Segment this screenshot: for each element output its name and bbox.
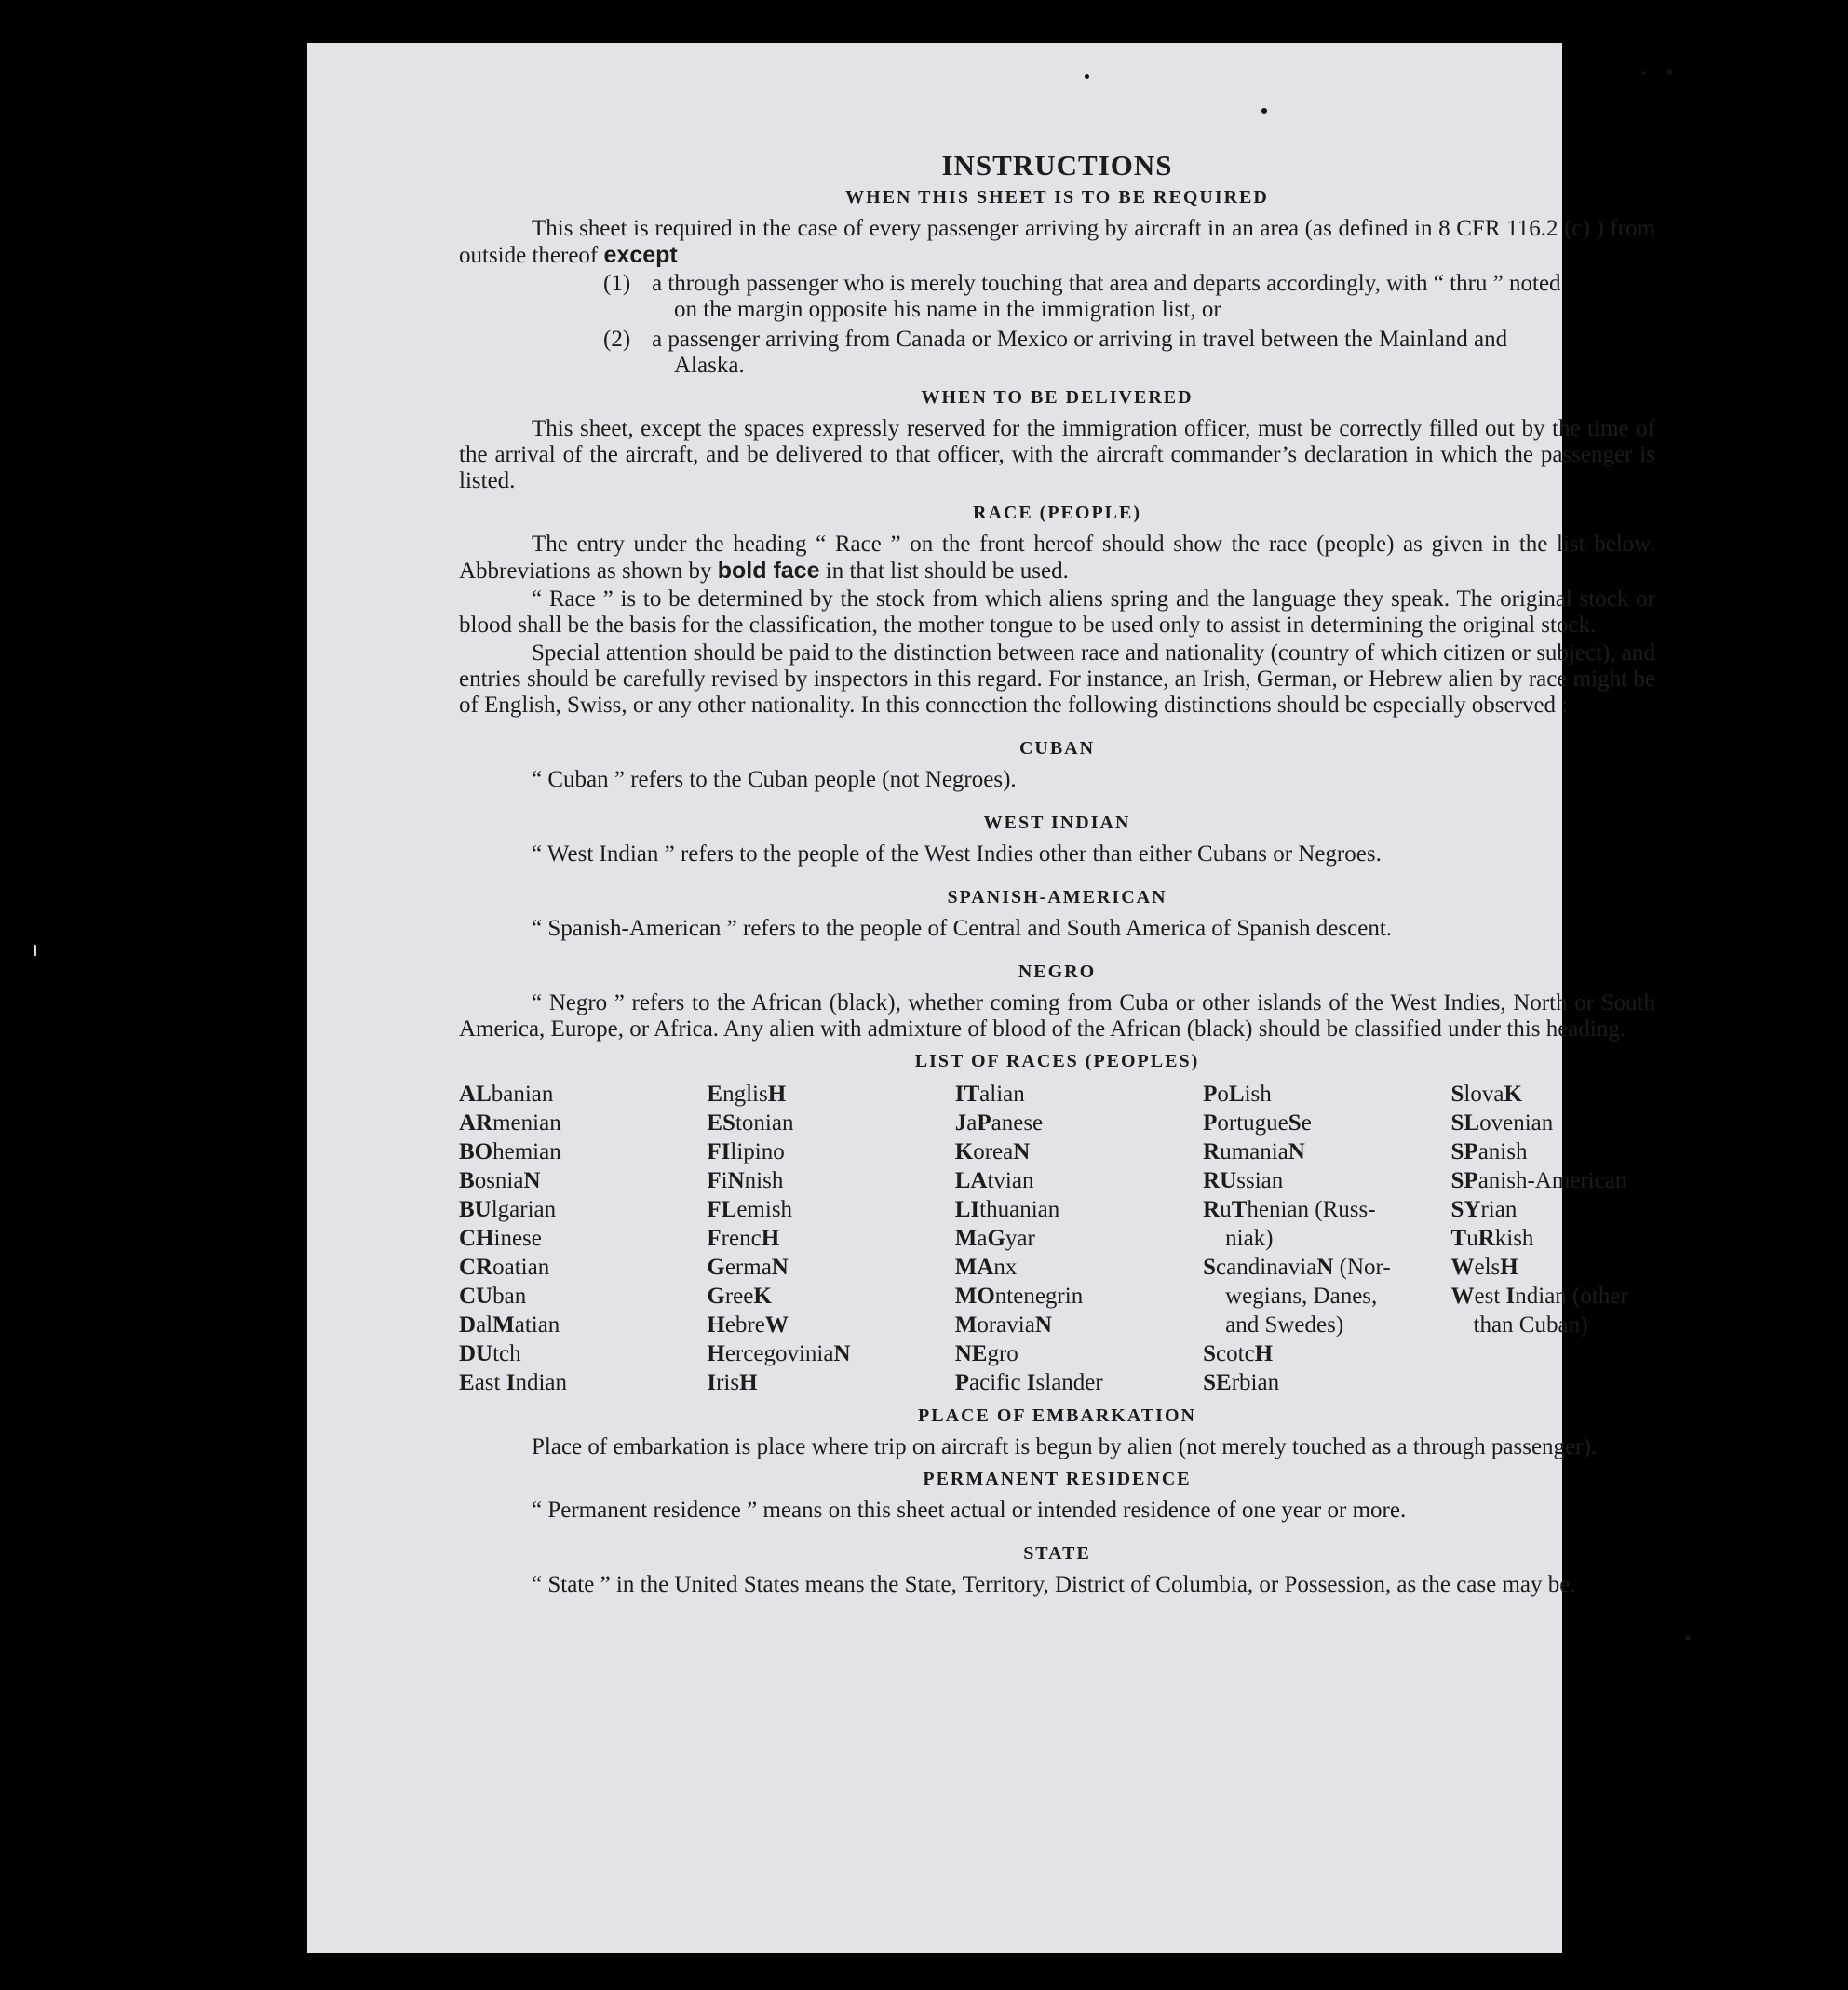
spanish-american-text: “ Spanish-American ” refers to the people of Central and South America of Spanish descent. — [532, 916, 1393, 941]
exception-item-1: (1) a through passenger who is merely touching that area and departs accordingly, with “ thru ” noted on the margin opposite his name in the immigration list, or — [603, 271, 1561, 322]
scan-speck — [1685, 1635, 1691, 1641]
race-entry: WelsH — [1450, 1255, 1518, 1280]
heading-when-delivered: WHEN TO BE DELIVERED — [921, 387, 1194, 408]
west-indian-text: “ West Indian ” refers to the people of the West Indies other than either Cubans or Negroes. — [532, 841, 1382, 867]
races-column — [707, 1080, 954, 1397]
race-entry: CRoatian — [459, 1255, 550, 1280]
heading-state: STATE — [1023, 1543, 1091, 1564]
race-entry: and Swedes) — [1225, 1312, 1344, 1338]
races-column — [1451, 1080, 1655, 1397]
race-entry: PortugueSe — [1203, 1110, 1312, 1136]
races-column — [459, 1080, 707, 1397]
race-entry: KoreaN — [954, 1139, 1031, 1164]
embarkation-text: Place of embarkation is place where trip on aircraft is begun by alien (not merely touched as a through passenger). — [532, 1434, 1598, 1459]
race-entry: than Cuban) — [1473, 1312, 1588, 1338]
heading-list-of-races: LIST OF RACES (PEOPLES) — [914, 1051, 1200, 1071]
race-entry: DUtch — [459, 1341, 521, 1366]
race-entry: BUlgarian — [459, 1197, 557, 1222]
race-entry: FiNnish — [707, 1168, 784, 1193]
race-entry: HercegoviniaN — [707, 1341, 851, 1366]
instructions-body — [459, 149, 1655, 1600]
scan-speck — [1641, 71, 1646, 75]
scan-speck — [1261, 108, 1267, 114]
heading-negro: NEGRO — [1018, 961, 1097, 982]
race-paragraph-1: The entry under the heading “ Race ” on the front hereof should show the race (people) as given in the list below. Abbreviations as shown by bold face in that list should be used. — [459, 531, 1655, 584]
scan-speck — [34, 945, 36, 956]
race-entry: ScotcH — [1203, 1341, 1274, 1366]
scan-speck — [1666, 69, 1673, 75]
race-entry: NEgro — [954, 1341, 1018, 1366]
race-entry: SPanish-American — [1450, 1168, 1627, 1193]
race-entry: SPanish — [1450, 1139, 1528, 1164]
race-entry: niak) — [1225, 1226, 1274, 1251]
bold-face-label: bold face — [717, 558, 820, 584]
document-page — [307, 43, 1655, 1953]
race-paragraph-2: “ Race ” is to be determined by the stock from which aliens spring and the language they speak. The original stock or blood shall be the basis for the classification, the mother tongue to be used only to assist in determining the original stock. — [459, 586, 1655, 638]
race-entry: EStonian — [707, 1110, 794, 1136]
race-entry: MoraviaN — [954, 1312, 1052, 1338]
race-entry: CUban — [459, 1284, 527, 1309]
race-paragraph-3: Special attention should be paid to the distinction between race and nationality (country of which citizen or subject), and entries should be carefully revised by inspectors in this regard. For instance, an Irish, German, or Hebrew alien by race might be of English, Swiss, or any other nationality. In this connection the following distinctions should be especially observed : — [459, 640, 1655, 718]
race-entry: West Indian (other — [1450, 1284, 1628, 1309]
race-entry: MaGyar — [954, 1226, 1035, 1251]
race-entry: MOntenegrin — [954, 1284, 1084, 1309]
races-column — [955, 1080, 1203, 1397]
heading-west-indian: WEST INDIAN — [983, 813, 1131, 833]
race-entry: MAnx — [954, 1255, 1018, 1280]
race-entry: IrisH — [707, 1370, 758, 1395]
race-entry: JaPanese — [954, 1110, 1044, 1136]
race-entry: RuThenian (Russ- — [1203, 1197, 1376, 1222]
race-entry: LAtvian — [954, 1168, 1034, 1193]
cuban-text: “ Cuban ” refers to the Cuban people (not Negroes). — [532, 767, 1017, 792]
heading-spanish-american: SPANISH-AMERICAN — [947, 887, 1167, 908]
race-entry: GermaN — [707, 1255, 789, 1280]
when-required-intro: This sheet is required in the case of every passenger arriving by aircraft in an area (as defined in 8 CFR 116.2 (c) ) from outside thereof except — [459, 216, 1655, 268]
exception-number: (2) — [603, 327, 631, 352]
page-title: INSTRUCTIONS — [941, 149, 1173, 182]
race-entry: HebreW — [707, 1312, 789, 1338]
race-entry: CHinese — [459, 1226, 542, 1251]
race-entry: ITalian — [954, 1082, 1025, 1107]
heading-race: RACE (PEOPLE) — [973, 503, 1141, 523]
heading-embarkation: PLACE OF EMBARKATION — [918, 1405, 1196, 1426]
race-entry: FrencH — [707, 1226, 780, 1251]
race-entry: FIlipino — [707, 1139, 785, 1164]
races-table — [459, 1080, 1655, 1397]
race-entry: PoLish — [1203, 1082, 1272, 1107]
permanent-residence-text: “ Permanent residence ” means on this sheet actual or intended residence of one year or more. — [532, 1498, 1407, 1523]
race-entry: SLovenian — [1450, 1110, 1554, 1136]
heading-when-required: WHEN THIS SHEET IS TO BE REQUIRED — [845, 187, 1269, 208]
race-entry: RumaniaN — [1203, 1139, 1305, 1164]
race-entry: BOhemian — [459, 1139, 561, 1164]
races-column — [1203, 1080, 1450, 1397]
race-entry: DalMatian — [459, 1312, 560, 1338]
race-entry: SYrian — [1450, 1197, 1518, 1222]
race-entry: TuRkish — [1450, 1226, 1534, 1251]
heading-permanent-residence: PERMANENT RESIDENCE — [923, 1469, 1192, 1489]
race-entry: FLemish — [707, 1197, 793, 1222]
race-entry: wegians, Danes, — [1225, 1284, 1378, 1309]
race-entry: ALbanian — [459, 1082, 554, 1107]
state-text: “ State ” in the United States means the State, Territory, District of Columbia, or Possession, as the case may be. — [532, 1572, 1576, 1597]
except-emphasis: except — [603, 242, 678, 268]
exception-number: (1) — [603, 271, 631, 296]
race-entry: EnglisH — [707, 1082, 787, 1107]
scan-speck — [1085, 74, 1089, 79]
race-entry: Pacific Islander — [954, 1370, 1103, 1395]
race-entry: SlovaK — [1450, 1082, 1522, 1107]
race-entry: BosniaN — [459, 1168, 541, 1193]
race-entry: ARmenian — [459, 1110, 561, 1136]
race-entry: GreeK — [707, 1284, 772, 1309]
heading-cuban: CUBAN — [1018, 738, 1096, 759]
race-entry: RUssian — [1203, 1168, 1284, 1193]
exception-item-2: (2) a passenger arriving from Canada or Mexico or arriving in travel between the Mainland and Alaska. — [603, 327, 1508, 378]
race-entry: SErbian — [1203, 1370, 1280, 1395]
race-entry: ScandinaviaN (Nor- — [1203, 1255, 1391, 1280]
when-delivered-text: This sheet, except the spaces expressly reserved for the immigration officer, must be correctly filled out by the time of the arrival of the aircraft, and be delivered to that officer, with the aircraft commander’s declaration in which the passenger is listed. — [459, 416, 1655, 493]
negro-text: “ Negro ” refers to the African (black), whether coming from Cuba or other islands of the West Indies, North or South America, Europe, or Africa. Any alien with admixture of blood of the African (black) should be classified under this heading. — [459, 990, 1655, 1042]
race-entry: LIthuanian — [954, 1197, 1060, 1222]
race-entry: East Indian — [459, 1370, 567, 1395]
